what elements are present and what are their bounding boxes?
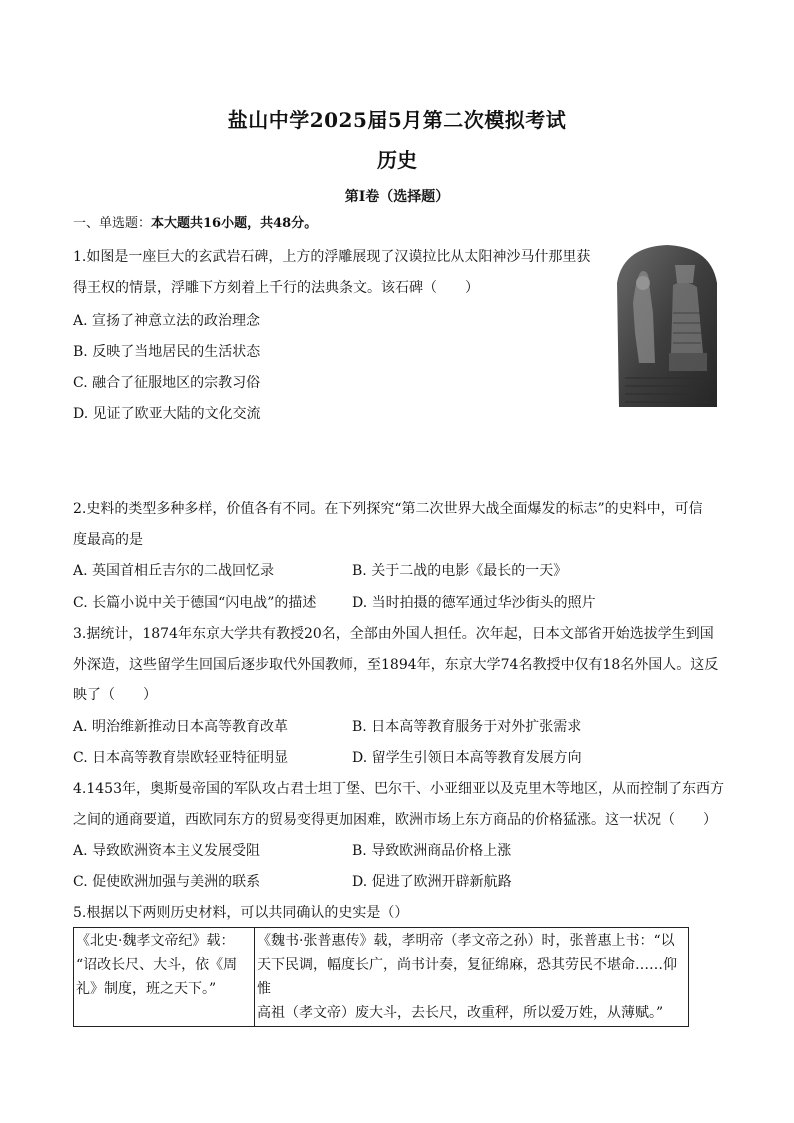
q4-stem-line2: 之间的通商要道，西欧同东方的贸易变得更加困难，欧洲市场上东方商品的价格猛涨。这一状况（ ） [73, 812, 717, 828]
q5-source-b [255, 928, 689, 1027]
q3-option-c[interactable]: C. 日本高等教育崇欧轻亚特征明显 [73, 750, 289, 766]
q3-option-b[interactable]: B. 日本高等教育服务于对外扩张需求 [352, 719, 582, 735]
q3-stem-line3: 映了（ ） [73, 687, 157, 703]
q4-option-c[interactable]: C. 促使欧洲加强与美洲的联系 [73, 874, 261, 890]
subject-title: 历史 [377, 148, 417, 172]
q5-source-b-line2: 天下民调，幅度长广，尚书计奏，复征绵麻，恐其劳民不堪命……仰惟 [257, 957, 677, 997]
q1-stem-line1: 1.如图是一座巨大的玄武岩石碑，上方的浮雕展现了汉谟拉比从太阳神沙马什那里获 [73, 249, 591, 265]
table-row [74, 928, 689, 1027]
q5-source-a [74, 928, 255, 1027]
q5-source-b-line1: 《魏书·张普惠传》载，孝明帝（孝文帝之孙）时，张普惠上书：“以 [257, 933, 675, 949]
q2-option-c[interactable]: C. 长篇小说中关于德国“闪电战”的描述 [73, 595, 317, 611]
q4-stem-line1: 4.1453年，奥斯曼帝国的军队攻占君士坦丁堡、巴尔干、小亚细亚以及克里木等地区，从而控制了东西方 [73, 781, 724, 797]
volume-title: 第I卷（选择题） [344, 189, 450, 205]
q3-option-a[interactable]: A. 明治维新推动日本高等教育改革 [73, 719, 289, 735]
q5-source-a-line2: “诏改长尺、大斗，依《周 [76, 957, 238, 973]
exam-title: 盐山中学2025届5月第二次模拟考试 [227, 108, 567, 132]
q1-option-d[interactable]: D. 见证了欧亚大陆的文化交流 [73, 406, 261, 422]
q5-source-a-line3: 礼》制度，班之天下。” [76, 981, 217, 997]
q4-option-d[interactable]: D. 促进了欧洲开辟新航路 [352, 874, 512, 890]
q1-stem-line2: 得王权的情景，浮雕下方刻着上千行的法典条文。该石碑（ ） [73, 280, 479, 296]
q2-option-d[interactable]: D. 当时拍摄的德军通过华沙街头的照片 [352, 595, 596, 611]
q3-stem-line1: 3.据统计，1874年东京大学共有教授20名，全部由外国人担任。次年起，日本文部省开始选拔学生到国 [73, 626, 714, 642]
section-label: 一、单选题： [73, 216, 152, 231]
section-desc: 本大题共16小题，共48分。 [151, 216, 318, 231]
q5-source-b-line3: 高祖（孝文帝）废大斗，去长尺，改重秤，所以爱万姓，从薄赋。” [257, 1005, 664, 1021]
q5-source-table [73, 927, 689, 1027]
q3-option-d[interactable]: D. 留学生引领日本高等教育发展方向 [352, 750, 582, 766]
q1-option-b[interactable]: B. 反映了当地居民的生活状态 [73, 344, 261, 360]
q5-stem-line1: 5.根据以下两则历史材料，可以共同确认的史实是（） [73, 905, 409, 921]
q1-option-c[interactable]: C. 融合了征服地区的宗教习俗 [73, 375, 261, 391]
q2-stem-line2: 度最高的是 [73, 532, 143, 548]
q5-source-a-line1: 《北史·魏孝文帝纪》载： [76, 933, 235, 949]
q4-option-b[interactable]: B. 导致欧洲商品价格上涨 [352, 843, 512, 859]
q4-option-a[interactable]: A. 导致欧洲资本主义发展受阻 [73, 843, 261, 859]
q2-option-a[interactable]: A. 英国首相丘吉尔的二战回忆录 [73, 563, 275, 579]
q3-stem-line2: 外深造，这些留学生回国后逐步取代外国教师，至1894年，东京大学74名教授中仅有18名外国人。这反 [73, 657, 719, 673]
hammurabi-stele-image [613, 243, 720, 407]
q1-option-a[interactable]: A. 宣扬了神意立法的政治理念 [73, 313, 261, 329]
q2-option-b[interactable]: B. 关于二战的电影《最长的一天》 [352, 563, 568, 579]
section-heading [73, 215, 317, 233]
q2-stem-line1: 2.史料的类型多种多样，价值各有不同。在下列探究“第二次世界大战全面爆发的标志”的史料中，可信 [73, 501, 703, 517]
